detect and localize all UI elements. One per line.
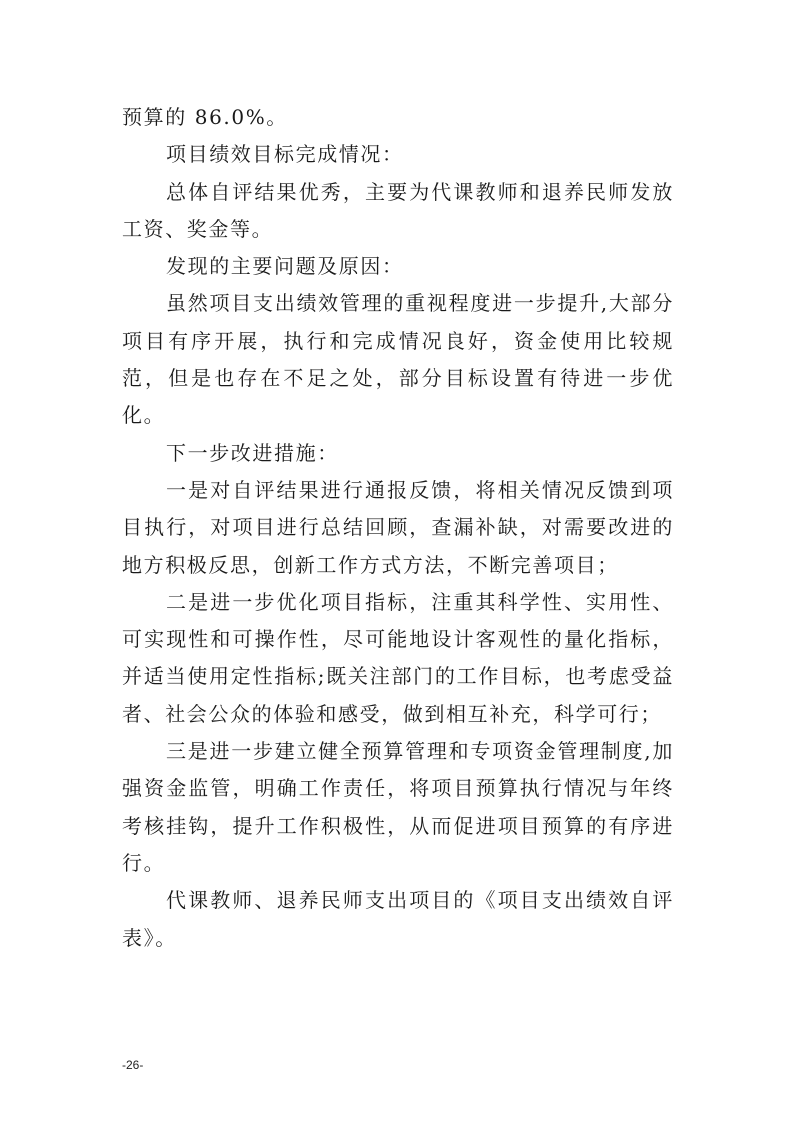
- page-number: -26-: [122, 1058, 144, 1072]
- paragraph-measure-two: 二是进一步优化项目指标，注重其科学性、实用性、可实现性和可操作性，尽可能地设计客观性的量化指标，并适当使用定性指标;既关注部门的工作目标，也考虑受益者、社会公众的体验和感受，做到相互补充，科学可行；: [122, 589, 674, 726]
- heading-improvement-measures: 下一步改进措施：: [166, 440, 339, 465]
- heading-goal-completion: 项目绩效目标完成情况：: [166, 142, 404, 167]
- paragraph-measure-three: 三是进一步建立健全预算管理和专项资金管理制度,加强资金监管，明确工作责任，将项目预算执行情况与年终考核挂钩，提升工作积极性，从而促进项目预算的有序进行。: [122, 739, 674, 875]
- paragraph-self-evaluation-reference: 代课教师、退养民师支出项目的《项目支出绩效自评表》。: [122, 888, 674, 950]
- paragraph-goal-result: 总体自评结果优秀，主要为代课教师和退养民师发放工资、奖金等。: [122, 179, 674, 241]
- paragraph-measure-one: 一是对自评结果进行通报反馈，将相关情况反馈到项目执行，对项目进行总结回顾，查漏补缺，对需要改进的地方积极反思，创新工作方式方法，不断完善项目；: [122, 477, 674, 577]
- heading-main-problems: 发现的主要问题及原因：: [166, 254, 404, 279]
- document-body: [122, 99, 674, 957]
- paragraph-continuation: 预算的 86.0%。: [122, 105, 288, 129]
- paragraph-problems: 虽然项目支出绩效管理的重视程度进一步提升,大部分项目有序开展，执行和完成情况良好，资金使用比较规范，但是也存在不足之处，部分目标设置有待进一步优化。: [122, 291, 674, 428]
